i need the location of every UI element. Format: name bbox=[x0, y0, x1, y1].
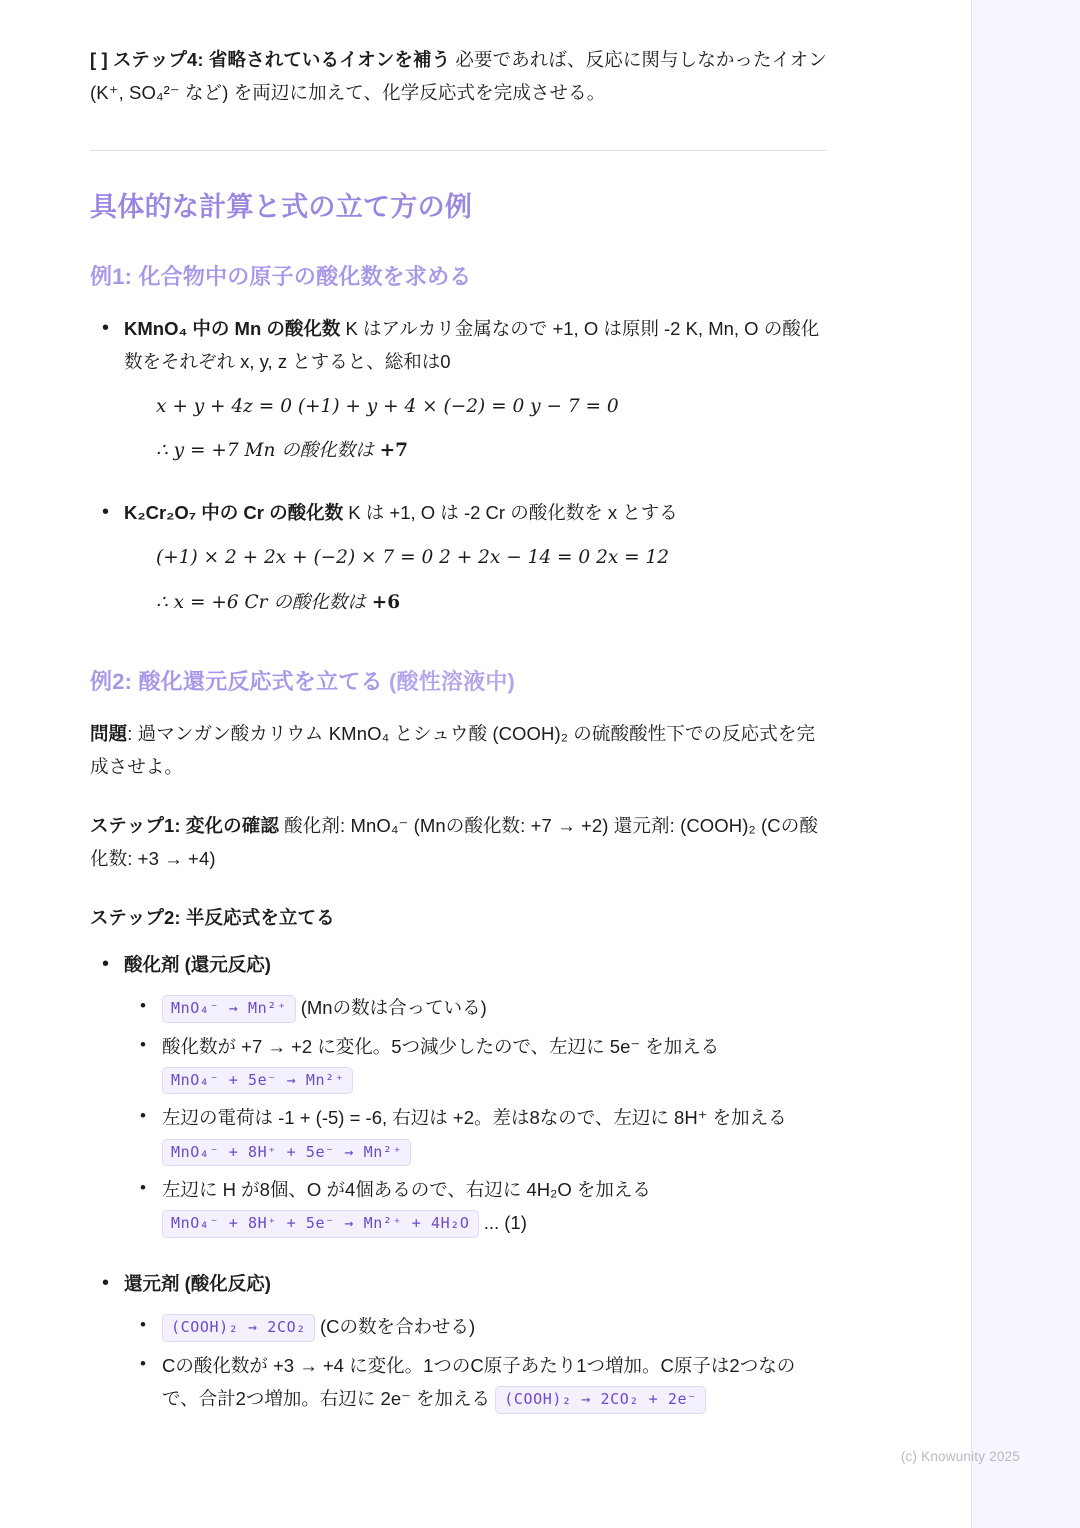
list-item bbox=[124, 313, 830, 468]
step2-list bbox=[90, 949, 830, 1416]
right-margin-strip bbox=[972, 0, 1080, 1528]
step2-label: ステップ2: 半反応式を立てる bbox=[90, 906, 335, 928]
equation-line: x + y + 4z = 0 (+1) + y + 4 × (−2) = 0 y − 7 = 0 bbox=[156, 395, 619, 417]
example1-list bbox=[90, 313, 830, 619]
chem-equation: (COOH)₂ → 2CO₂ + 2e⁻ bbox=[495, 1386, 706, 1414]
chem-equation: MnO₄⁻ + 8H⁺ + 5e⁻ → Mn²⁺ + 4H₂O bbox=[162, 1210, 479, 1238]
list-item bbox=[124, 497, 830, 619]
step-text: 左辺に H が8個、O が4個あるので、右辺に 4H₂O を加える bbox=[162, 1179, 651, 1201]
spacer bbox=[90, 935, 830, 949]
oxidant-steps bbox=[124, 992, 830, 1240]
equation-line: (+1) × 2 + 2x + (−2) × 7 = 0 2 + 2x − 14 = 0 2x = 12 bbox=[156, 547, 670, 569]
chem-note: (Mnの数は合っている) bbox=[295, 996, 487, 1018]
list-item bbox=[162, 1174, 830, 1240]
page-title: 具体的な計算と式の立て方の例 bbox=[90, 191, 473, 222]
list-item bbox=[162, 1031, 830, 1097]
equation-result-value: +7 bbox=[379, 440, 409, 462]
chem-note: ... (1) bbox=[478, 1212, 527, 1234]
oxidant-label: 酸化剤 (還元反応) bbox=[124, 953, 271, 975]
step-text: 酸化数が +7 → +2 に変化。5つ減少したので、左辺に 5e⁻ を加える bbox=[162, 1035, 720, 1057]
step4-checkbox[interactable]: [ ] bbox=[90, 49, 108, 70]
step4-paragraph bbox=[90, 44, 830, 110]
equation-result-text: ∴ y = +7 Mn の酸化数は bbox=[156, 440, 380, 462]
chem-equation: MnO₄⁻ + 8H⁺ + 5e⁻ → Mn²⁺ bbox=[162, 1139, 411, 1167]
step-text: Cの酸化数が +3 → +4 に変化。1つのC原子あたり1つ増加。C原子は2つなので、合計2つ増加。右辺に 2e⁻ を加える bbox=[162, 1354, 796, 1409]
example1-heading: 例1: 化合物中の原子の酸化数を求める bbox=[90, 263, 472, 289]
equation-result bbox=[156, 587, 830, 619]
reductant-steps bbox=[124, 1311, 830, 1416]
list-item-oxidant bbox=[124, 949, 830, 1240]
spacer bbox=[90, 876, 830, 902]
right-margin-divider bbox=[971, 0, 972, 1528]
chem-equation: (COOH)₂ → 2CO₂ bbox=[162, 1314, 315, 1342]
problem-label: 問題 bbox=[90, 723, 128, 745]
list-item bbox=[162, 1102, 830, 1168]
step1-paragraph bbox=[90, 810, 830, 876]
example2-heading bbox=[90, 665, 830, 696]
step1-label: ステップ1: 変化の確認 bbox=[90, 814, 279, 836]
list-item-reductant bbox=[124, 1268, 830, 1416]
list-item bbox=[162, 1350, 830, 1416]
chem-equation: MnO₄⁻ + 5e⁻ → Mn²⁺ bbox=[162, 1067, 353, 1095]
spacer bbox=[90, 625, 830, 665]
equation-result-value: +6 bbox=[371, 591, 401, 613]
spacer bbox=[90, 784, 830, 810]
item-title: KMnO₄ 中の Mn の酸化数 bbox=[124, 317, 341, 339]
equation-result bbox=[156, 435, 830, 467]
step1-text: 酸化剤: MnO₄⁻ (Mnの酸化数: +7 → +2) 還元剤: (COOH)₂ (Cの酸化数: +3 → +4) bbox=[90, 814, 818, 869]
example2-heading-main: 例2: 酸化還元反応式を立てる bbox=[90, 669, 383, 695]
reductant-label: 還元剤 (酸化反応) bbox=[124, 1273, 271, 1295]
item-text: K はアルカリ金属なので +1, O は原則 -2 K, Mn, O の酸化数をそれぞれ x, y, z とすると、総和は0 bbox=[124, 317, 820, 372]
watermark: (c) Knowunity 2025 bbox=[900, 1449, 1020, 1464]
item-title: K₂Cr₂O₇ 中の Cr の酸化数 bbox=[124, 502, 344, 524]
document-content bbox=[90, 44, 830, 1422]
step-text: 左辺の電荷は -1 + (-5) = -6, 右辺は +2。差は8なので、左辺に 8H⁺ を加える bbox=[162, 1107, 787, 1129]
item-text: K は +1, O は -2 Cr の酸化数を x とする bbox=[343, 502, 678, 524]
list-item bbox=[162, 1311, 830, 1344]
example2-heading-light: (酸性溶液中) bbox=[382, 669, 516, 695]
chem-note: (Cの数を合わせる) bbox=[314, 1316, 476, 1338]
list-item bbox=[162, 992, 830, 1025]
problem-paragraph bbox=[90, 718, 830, 784]
step4-title: ステップ4: 省略されているイオンを補う bbox=[113, 49, 451, 70]
equation-result-text: ∴ x = +6 Cr の酸化数は bbox=[156, 591, 372, 613]
step4-body: 必要であれば、反応に関与しなかったイオン (K⁺, SO₄²⁻ など) を両辺に加えて、化学反応式を完成させる。 bbox=[90, 49, 827, 103]
chem-equation: MnO₄⁻ → Mn²⁺ bbox=[162, 995, 296, 1023]
problem-text: : 過マンガン酸カリウム KMnO₄ とシュウ酸 (COOH)₂ の硫酸酸性下での反応式を完成させよ。 bbox=[90, 723, 816, 778]
divider bbox=[90, 150, 827, 151]
